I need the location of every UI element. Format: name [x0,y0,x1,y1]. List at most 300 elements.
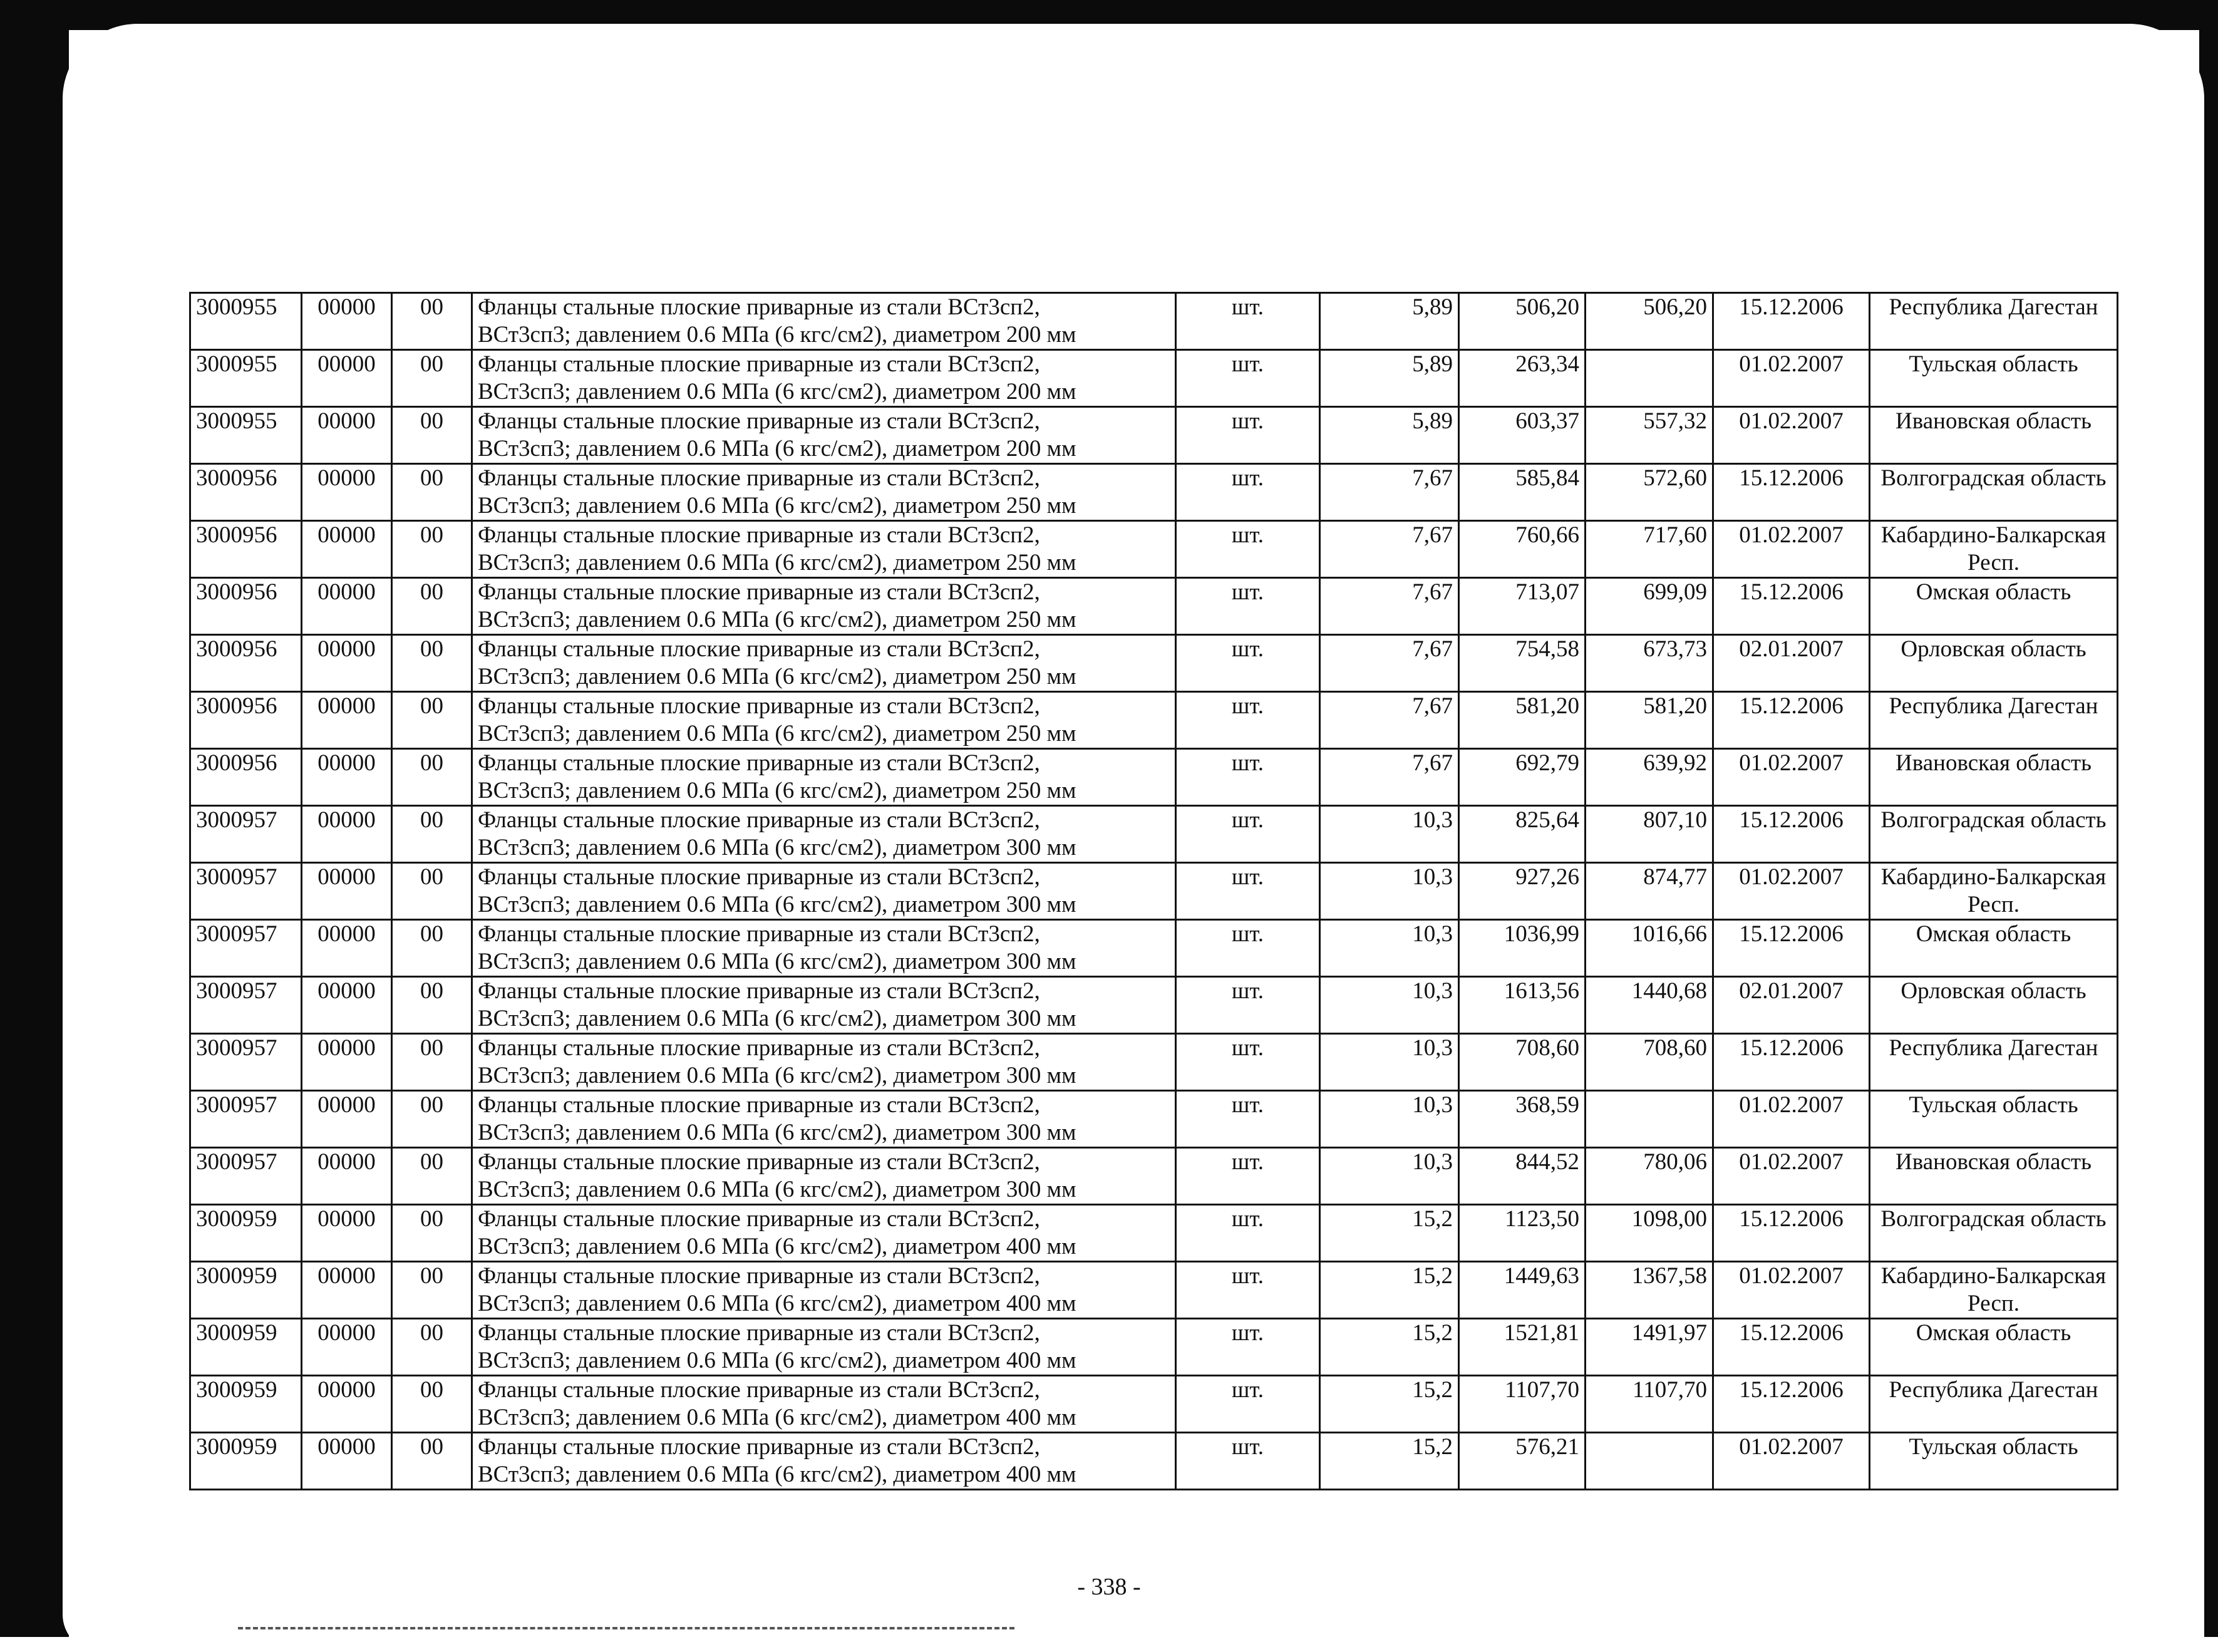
sub-text: 00000 [317,1263,376,1289]
unit-text: шт. [1231,579,1264,605]
cell-code [190,977,302,1034]
kind-text: 00 [420,465,443,491]
weight-text: 10,3 [1412,807,1453,833]
code-text: 3000957 [196,1035,277,1061]
price2-text: 1098,00 [1631,1206,1707,1232]
cell-description [472,1148,1176,1205]
table-row [190,1091,2118,1148]
cell-price-2 [1586,464,1713,521]
cell-type-code [392,920,472,977]
table-row [190,1433,2118,1490]
cell-code [190,806,302,863]
cell-region [1870,977,2118,1034]
desc2-text: ВСт3сп3; давлением 0.6 МПа (6 кгс/см2), диаметром 300 мм [478,1120,1076,1145]
table-row [190,293,2118,350]
region-text: Омская область [1916,1320,2071,1346]
code-text: 3000959 [196,1434,277,1460]
price-table [189,292,2118,1490]
cell-description [472,464,1176,521]
price1-text: 581,20 [1515,693,1579,719]
cell-code [190,692,302,749]
cell-price-2 [1586,1091,1713,1148]
unit-text: шт. [1231,636,1264,662]
cell-weight [1320,350,1459,407]
cell-sub-code [302,806,392,863]
cell-price-1 [1459,407,1586,464]
price1-text: 585,84 [1515,465,1579,491]
date-text: 02.01.2007 [1739,978,1844,1004]
cell-unit [1176,521,1320,578]
price1-text: 692,79 [1515,750,1579,776]
cell-description [472,1034,1176,1091]
desc2-text: ВСт3сп3; давлением 0.6 МПа (6 кгс/см2), диаметром 250 мм [478,721,1076,746]
unit-text: шт. [1231,1320,1264,1346]
region-text: Кабардино-Балкарская Респ. [1880,522,2107,576]
cell-unit [1176,1205,1320,1262]
desc1-text: Фланцы стальные плоские приварные из стали ВСт3сп2, [478,1377,1040,1403]
desc1-text: Фланцы стальные плоские приварные из стали ВСт3сп2, [478,579,1040,605]
date-text: 15.12.2006 [1739,921,1844,947]
weight-text: 10,3 [1412,1149,1453,1175]
cell-type-code [392,692,472,749]
cell-weight [1320,1262,1459,1319]
price1-text: 576,21 [1515,1434,1579,1460]
cell-date [1713,1148,1870,1205]
cell-region [1870,407,2118,464]
cell-description [472,920,1176,977]
cell-code [190,1205,302,1262]
cell-region [1870,578,2118,635]
table-row [190,1376,2118,1433]
code-text: 3000957 [196,921,277,947]
kind-text: 00 [420,294,443,320]
cell-date [1713,1262,1870,1319]
price2-text: 639,92 [1643,750,1707,776]
cell-price-1 [1459,464,1586,521]
cell-description [472,749,1176,806]
cell-description [472,293,1176,350]
cell-date [1713,692,1870,749]
cell-date [1713,863,1870,920]
desc1-text: Фланцы стальные плоские приварные из стали ВСт3сп2, [478,864,1040,890]
kind-text: 00 [420,1377,443,1403]
code-text: 3000955 [196,408,277,434]
price1-text: 506,20 [1515,294,1579,320]
date-text: 15.12.2006 [1739,693,1844,719]
cell-price-2 [1586,1148,1713,1205]
cell-price-2 [1586,1034,1713,1091]
code-text: 3000956 [196,693,277,719]
cell-price-1 [1459,293,1586,350]
cell-price-2 [1586,692,1713,749]
price2-text: 807,10 [1643,807,1707,833]
cell-type-code [392,578,472,635]
unit-text: шт. [1231,294,1264,320]
price1-text: 368,59 [1515,1092,1579,1118]
cell-code [190,920,302,977]
code-text: 3000959 [196,1320,277,1346]
cell-price-2 [1586,293,1713,350]
kind-text: 00 [420,1320,443,1346]
cell-price-2 [1586,806,1713,863]
region-text: Тульская область [1909,1434,2078,1460]
price1-text: 713,07 [1515,579,1579,605]
table-row [190,692,2118,749]
cell-type-code [392,1262,472,1319]
cell-region [1870,350,2118,407]
date-text: 15.12.2006 [1739,579,1844,605]
cell-description [472,635,1176,692]
desc1-text: Фланцы стальные плоские приварные из стали ВСт3сп2, [478,807,1040,833]
kind-text: 00 [420,408,443,434]
cell-unit [1176,1148,1320,1205]
region-text: Кабардино-Балкарская Респ. [1880,864,2107,917]
price2-text: 506,20 [1643,294,1707,320]
cell-type-code [392,293,472,350]
table-body [190,293,2118,1490]
cell-region [1870,749,2118,806]
unit-text: шт. [1231,1377,1264,1403]
weight-text: 10,3 [1412,921,1453,947]
code-text: 3000956 [196,522,277,548]
region-text: Орловская область [1901,636,2086,662]
desc2-text: ВСт3сп3; давлением 0.6 МПа (6 кгс/см2), диаметром 250 мм [478,664,1076,689]
cell-weight [1320,293,1459,350]
sub-text: 00000 [317,1377,376,1403]
cell-price-2 [1586,407,1713,464]
date-text: 01.02.2007 [1739,1434,1844,1460]
cell-sub-code [302,1319,392,1376]
cell-region [1870,1319,2118,1376]
cell-unit [1176,1034,1320,1091]
cell-type-code [392,1376,472,1433]
cell-sub-code [302,1091,392,1148]
date-text: 01.02.2007 [1739,1263,1844,1289]
cell-type-code [392,749,472,806]
kind-text: 00 [420,636,443,662]
weight-text: 7,67 [1412,579,1453,605]
price1-text: 1613,56 [1504,978,1579,1004]
kind-text: 00 [420,693,443,719]
cell-description [472,1205,1176,1262]
cell-type-code [392,521,472,578]
cell-sub-code [302,692,392,749]
cell-sub-code [302,407,392,464]
price2-text: 699,09 [1643,579,1707,605]
price2-text: 708,60 [1643,1035,1707,1061]
cell-description [472,1091,1176,1148]
desc1-text: Фланцы стальные плоские приварные из стали ВСт3сп2, [478,1035,1040,1061]
price2-text: 581,20 [1643,693,1707,719]
unit-text: шт. [1231,1035,1264,1061]
region-text: Орловская область [1901,978,2086,1004]
desc1-text: Фланцы стальные плоские приварные из стали ВСт3сп2, [478,1434,1040,1460]
cell-region [1870,1262,2118,1319]
cell-date [1713,350,1870,407]
price2-text: 717,60 [1643,522,1707,548]
cell-unit [1176,977,1320,1034]
cell-weight [1320,407,1459,464]
cell-price-2 [1586,350,1713,407]
code-text: 3000956 [196,636,277,662]
price1-text: 825,64 [1515,807,1579,833]
table-row [190,407,2118,464]
desc1-text: Фланцы стальные плоские приварные из стали ВСт3сп2, [478,636,1040,662]
sub-text: 00000 [317,1206,376,1232]
cell-weight [1320,920,1459,977]
cell-code [190,749,302,806]
desc1-text: Фланцы стальные плоские приварные из стали ВСт3сп2, [478,351,1040,377]
cell-unit [1176,1262,1320,1319]
sub-text: 00000 [317,1320,376,1346]
unit-text: шт. [1231,1263,1264,1289]
sub-text: 00000 [317,1035,376,1061]
cell-sub-code [302,464,392,521]
cell-date [1713,1034,1870,1091]
cell-price-1 [1459,977,1586,1034]
price1-text: 1036,99 [1504,921,1579,947]
cell-price-1 [1459,1433,1586,1490]
date-text: 01.02.2007 [1739,408,1844,434]
kind-text: 00 [420,750,443,776]
cell-weight [1320,1319,1459,1376]
cell-date [1713,920,1870,977]
cell-code [190,1376,302,1433]
unit-text: шт. [1231,807,1264,833]
desc1-text: Фланцы стальные плоские приварные из стали ВСт3сп2, [478,1263,1040,1289]
cell-unit [1176,635,1320,692]
cell-unit [1176,749,1320,806]
scan-frame-left [0,0,69,1637]
price1-text: 708,60 [1515,1035,1579,1061]
sub-text: 00000 [317,978,376,1004]
code-text: 3000956 [196,579,277,605]
cell-region [1870,1034,2118,1091]
desc2-text: ВСт3сп3; давлением 0.6 МПа (6 кгс/см2), диаметром 300 мм [478,1063,1076,1088]
cell-price-1 [1459,578,1586,635]
region-text: Кабардино-Балкарская Респ. [1880,1263,2107,1316]
cell-sub-code [302,977,392,1034]
desc2-text: ВСт3сп3; давлением 0.6 МПа (6 кгс/см2), диаметром 300 мм [478,1006,1076,1031]
kind-text: 00 [420,1149,443,1175]
desc2-text: ВСт3сп3; давлением 0.6 МПа (6 кгс/см2), диаметром 250 мм [478,493,1076,519]
desc2-text: ВСт3сп3; давлением 0.6 МПа (6 кгс/см2), диаметром 300 мм [478,949,1076,974]
weight-text: 7,67 [1412,636,1453,662]
sub-text: 00000 [317,351,376,377]
cell-price-2 [1586,1376,1713,1433]
region-text: Волгоградская область [1880,1206,2107,1232]
cell-price-2 [1586,863,1713,920]
weight-text: 15,2 [1412,1320,1453,1346]
unit-text: шт. [1231,522,1264,548]
cell-date [1713,521,1870,578]
date-text: 15.12.2006 [1739,807,1844,833]
kind-text: 00 [420,864,443,890]
cell-region [1870,1091,2118,1148]
cell-sub-code [302,920,392,977]
cell-weight [1320,1433,1459,1490]
cell-description [472,521,1176,578]
cell-weight [1320,1205,1459,1262]
cell-weight [1320,1091,1459,1148]
cell-type-code [392,863,472,920]
sub-text: 00000 [317,1149,376,1175]
code-text: 3000957 [196,978,277,1004]
cell-weight [1320,749,1459,806]
kind-text: 00 [420,807,443,833]
cell-code [190,1262,302,1319]
table-row [190,1034,2118,1091]
cell-region [1870,806,2118,863]
cell-code [190,635,302,692]
kind-text: 00 [420,351,443,377]
cell-price-1 [1459,1034,1586,1091]
region-text: Ивановская область [1896,408,2092,434]
price1-text: 1521,81 [1504,1320,1579,1346]
cell-type-code [392,350,472,407]
code-text: 3000959 [196,1206,277,1232]
sub-text: 00000 [317,579,376,605]
unit-text: шт. [1231,1434,1264,1460]
weight-text: 7,67 [1412,750,1453,776]
cell-region [1870,920,2118,977]
cell-price-1 [1459,1091,1586,1148]
cell-price-2 [1586,749,1713,806]
cell-code [190,1034,302,1091]
cell-price-1 [1459,1262,1586,1319]
price2-text: 1440,68 [1631,978,1707,1004]
table-row [190,749,2118,806]
date-text: 01.02.2007 [1739,522,1844,548]
price1-text: 1123,50 [1505,1206,1579,1232]
cell-region [1870,464,2118,521]
price2-text: 673,73 [1643,636,1707,662]
weight-text: 5,89 [1412,351,1453,377]
cell-price-2 [1586,1319,1713,1376]
table-row [190,977,2118,1034]
weight-text: 15,2 [1412,1206,1453,1232]
cell-sub-code [302,1034,392,1091]
code-text: 3000956 [196,465,277,491]
sub-text: 00000 [317,1434,376,1460]
cell-description [472,1319,1176,1376]
price1-text: 927,26 [1515,864,1579,890]
desc2-text: ВСт3сп3; давлением 0.6 МПа (6 кгс/см2), диаметром 400 мм [478,1405,1076,1430]
weight-text: 5,89 [1412,294,1453,320]
code-text: 3000957 [196,864,277,890]
cell-date [1713,1091,1870,1148]
cell-date [1713,806,1870,863]
cell-unit [1176,350,1320,407]
cell-unit [1176,692,1320,749]
cell-date [1713,1205,1870,1262]
cell-code [190,1148,302,1205]
cell-unit [1176,1091,1320,1148]
sub-text: 00000 [317,1092,376,1118]
region-text: Республика Дагестан [1889,1377,2098,1403]
kind-text: 00 [420,1092,443,1118]
cell-region [1870,1148,2118,1205]
cell-weight [1320,521,1459,578]
price2-text: 557,32 [1643,408,1707,434]
cell-sub-code [302,1148,392,1205]
cell-code [190,464,302,521]
desc1-text: Фланцы стальные плоские приварные из стали ВСт3сп2, [478,1206,1040,1232]
kind-text: 00 [420,1263,443,1289]
code-text: 3000957 [196,1092,277,1118]
cell-sub-code [302,1433,392,1490]
unit-text: шт. [1231,408,1264,434]
cell-price-1 [1459,635,1586,692]
cell-code [190,407,302,464]
cell-price-1 [1459,1319,1586,1376]
date-text: 01.02.2007 [1739,1149,1844,1175]
code-text: 3000955 [196,294,277,320]
cell-code [190,293,302,350]
unit-text: шт. [1231,978,1264,1004]
sub-text: 00000 [317,408,376,434]
cell-type-code [392,977,472,1034]
cell-price-1 [1459,806,1586,863]
desc2-text: ВСт3сп3; давлением 0.6 МПа (6 кгс/см2), диаметром 250 мм [478,550,1076,576]
cell-sub-code [302,749,392,806]
desc2-text: ВСт3сп3; давлением 0.6 МПа (6 кгс/см2), диаметром 400 мм [478,1462,1076,1487]
cell-description [472,692,1176,749]
table-row [190,863,2118,920]
kind-text: 00 [420,921,443,947]
table-row [190,806,2118,863]
kind-text: 00 [420,1035,443,1061]
unit-text: шт. [1231,1092,1264,1118]
weight-text: 15,2 [1412,1434,1453,1460]
cell-price-1 [1459,350,1586,407]
cell-description [472,977,1176,1034]
price2-text: 1107,70 [1633,1377,1707,1403]
sub-text: 00000 [317,921,376,947]
cell-price-2 [1586,1205,1713,1262]
unit-text: шт. [1231,351,1264,377]
desc2-text: ВСт3сп3; давлением 0.6 МПа (6 кгс/см2), диаметром 250 мм [478,607,1076,632]
region-text: Тульская область [1909,351,2078,377]
cell-sub-code [302,578,392,635]
code-text: 3000956 [196,750,277,776]
price1-text: 754,58 [1515,636,1579,662]
cell-sub-code [302,1262,392,1319]
cell-weight [1320,692,1459,749]
weight-text: 7,67 [1412,522,1453,548]
sub-text: 00000 [317,522,376,548]
cell-region [1870,635,2118,692]
cell-date [1713,635,1870,692]
cell-type-code [392,407,472,464]
cell-price-2 [1586,578,1713,635]
cell-code [190,521,302,578]
cell-description [472,407,1176,464]
price2-text: 1016,66 [1631,921,1707,947]
desc1-text: Фланцы стальные плоские приварные из стали ВСт3сп2, [478,1092,1040,1118]
cell-price-2 [1586,920,1713,977]
price2-text: 1491,97 [1631,1320,1707,1346]
cell-region [1870,692,2118,749]
cell-region [1870,1376,2118,1433]
cell-unit [1176,863,1320,920]
cell-sub-code [302,863,392,920]
kind-text: 00 [420,522,443,548]
region-text: Омская область [1916,579,2071,605]
weight-text: 10,3 [1412,1092,1453,1118]
weight-text: 7,67 [1412,693,1453,719]
sub-text: 00000 [317,750,376,776]
